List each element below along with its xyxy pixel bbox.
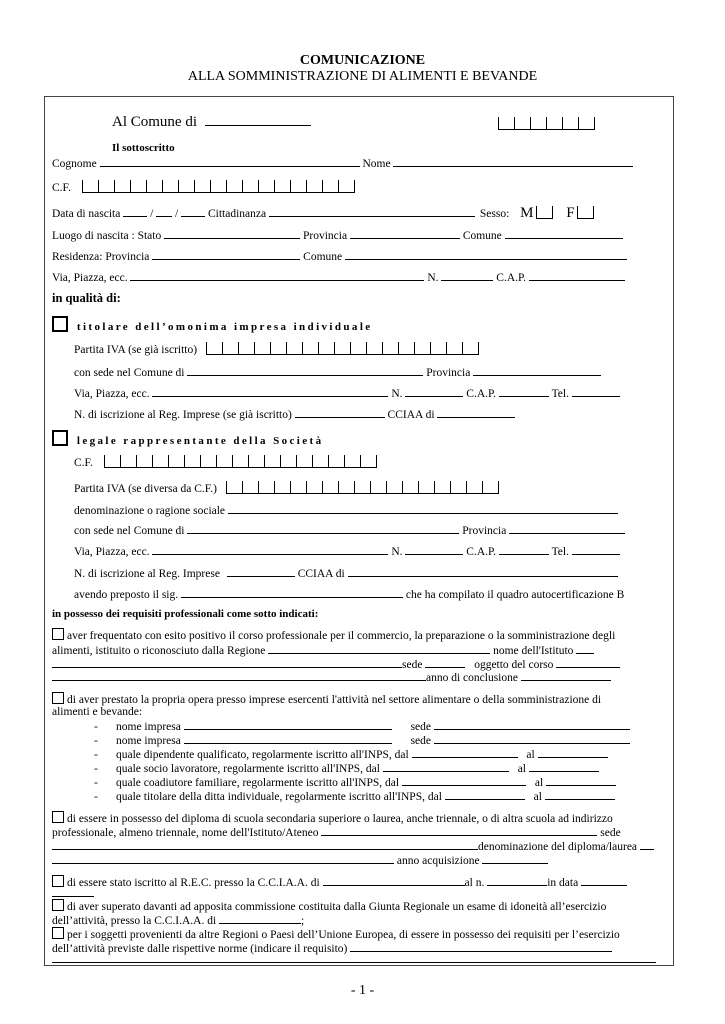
pratica-item-field[interactable] xyxy=(184,719,392,730)
legale-preposto-label: avendo preposto il sig. xyxy=(74,589,179,601)
titolare-tel-field[interactable] xyxy=(572,386,620,397)
legale-reg-label: N. di iscrizione al Reg. Imprese xyxy=(74,568,220,580)
legale-cf-row xyxy=(74,455,377,469)
esame-line2: dell’attività, presso la C.C.I.A.A. di ; xyxy=(52,915,305,927)
qualita-heading: in qualità di: xyxy=(52,291,121,305)
nome-field[interactable] xyxy=(393,156,633,167)
pratica-item-label: nome impresa xyxy=(116,721,181,733)
titolare-n-label: N. xyxy=(391,388,403,400)
esame-cciaa-field[interactable] xyxy=(219,913,301,924)
legale-preposto-tail: che ha compilato il quadro autocertificazione B xyxy=(405,589,625,601)
cittadinanza-label: Cittadinanza xyxy=(208,208,267,220)
rec-underline xyxy=(52,886,94,900)
pratica-item-tail-field[interactable] xyxy=(434,733,630,744)
pratica-item-tail-field[interactable] xyxy=(434,719,630,730)
rec-label: di essere stato iscritto al R.E.C. presso la C.C.I.A.A. di xyxy=(67,877,320,889)
provincia-field[interactable] xyxy=(350,228,460,239)
nome-label: Nome xyxy=(362,158,391,170)
ue-text2: dell’attività previste dalle rispettive norme (indicare il requisito) xyxy=(52,943,348,955)
pratica-item-field[interactable] xyxy=(402,775,526,786)
pratica-item-field[interactable] xyxy=(412,747,518,758)
pratica-item-5: - quale coadiutore familiare, regolarmente iscritto all'INPS, dal al xyxy=(94,775,616,789)
legale-denominazione-row xyxy=(74,503,618,517)
legale-provincia-field[interactable] xyxy=(509,523,625,534)
titolare-piva-row xyxy=(74,342,479,356)
legale-denominazione-label: denominazione o ragione sociale xyxy=(74,505,226,517)
titolare-via-row xyxy=(74,386,620,400)
diploma-anno-label: anno acquisizione xyxy=(396,855,480,867)
legale-n-label: N. xyxy=(391,546,403,558)
legale-via-label: Via, Piazza, ecc. xyxy=(74,546,150,558)
luogo-label: Luogo di nascita : Stato xyxy=(52,230,162,242)
legale-piva-label: Partita IVA (se diversa da C.F.) xyxy=(74,483,217,495)
comune-field[interactable] xyxy=(205,115,311,126)
corso-line3 xyxy=(52,657,620,671)
ue-checkbox[interactable] xyxy=(52,927,64,939)
titolare-reg-field[interactable] xyxy=(295,407,385,418)
pratica-item-label: quale titolare della ditta individuale, regolarmente iscritto all'INPS, dal xyxy=(116,791,442,803)
corso-istituto-label: nome dell'Istituto xyxy=(493,645,574,657)
legale-reg-field[interactable] xyxy=(227,566,295,577)
titolare-cap-label: C.A.P. xyxy=(466,388,497,400)
sottoscritto-heading: Il sottoscritto xyxy=(112,142,175,154)
legale-sede-label: con sede nel Comune di xyxy=(74,525,185,537)
titolare-sede-row xyxy=(74,365,601,379)
diploma-text1: di essere in possesso del diploma di scuola secondaria superiore o laurea, anche triennale, o di altra scuola ad indirizzo xyxy=(67,813,613,825)
titolare-checkbox[interactable] xyxy=(52,316,68,332)
pratica-item-label: nome impresa xyxy=(116,735,181,747)
corso-anno-label: anno di conclusione xyxy=(426,672,518,684)
legale-checkbox[interactable] xyxy=(52,430,68,446)
diploma-istituto-field[interactable] xyxy=(321,825,597,836)
corso-regione-field[interactable] xyxy=(268,643,490,654)
titolare-n-field[interactable] xyxy=(405,386,463,397)
diploma-sede-label: sede xyxy=(600,827,621,839)
sesso-m-label: M xyxy=(520,205,534,221)
diploma-anno-field[interactable] xyxy=(482,853,548,864)
corso-checkbox[interactable] xyxy=(52,628,64,640)
diploma-line4 xyxy=(52,853,548,867)
esame-text1: di aver superato davanti ad apposita commissione costituita dalla Giunta Regionale un esame di idoneità all’esercizio xyxy=(67,901,607,913)
pratica-item-tail-field[interactable] xyxy=(546,775,616,786)
pratica-item-field[interactable] xyxy=(184,733,392,744)
luogo-nascita-row xyxy=(52,228,623,242)
form-title: COMUNICAZIONE xyxy=(299,53,426,68)
diploma-denominazione-label: denominazione del diploma/laurea xyxy=(478,841,638,853)
corso-text2: alimenti, istituito o riconosciuto dalla Regione xyxy=(52,645,266,657)
via-row xyxy=(52,270,625,284)
titolare-reg-label: N. di iscrizione al Reg. Imprese (se già iscritto) xyxy=(74,409,292,421)
legale-via-field[interactable] xyxy=(152,544,388,555)
cap-label: C.A.P. xyxy=(496,272,527,284)
ue-requisito-field[interactable] xyxy=(350,941,612,952)
pratica-item-tail: al xyxy=(534,777,544,789)
cap-field[interactable] xyxy=(529,270,625,281)
stato-field[interactable] xyxy=(164,228,300,239)
pratica-line2: alimenti e bevande: xyxy=(52,706,143,718)
pratica-item-field[interactable] xyxy=(445,789,525,800)
pratica-item-1: - nome impresa sede xyxy=(94,719,630,733)
residenza-label: Residenza: Provincia xyxy=(52,251,150,263)
legale-preposto-field[interactable] xyxy=(181,587,403,598)
titolare-sede-label: con sede nel Comune di xyxy=(74,367,185,379)
data-nascita-label: Data di nascita xyxy=(52,208,121,220)
legale-tel-label: Tel. xyxy=(551,546,569,558)
via-field[interactable] xyxy=(130,270,424,281)
legale-denominazione-field[interactable] xyxy=(228,503,618,514)
titolare-cciaa-field[interactable] xyxy=(437,407,515,418)
titolare-piva-boxes[interactable] xyxy=(206,342,479,355)
pratica-item-tail: sede xyxy=(410,721,432,733)
residenza-comune-label: Comune xyxy=(303,251,343,263)
legale-preposto-row xyxy=(74,587,624,601)
titolare-cciaa-label: CCIAA di xyxy=(387,409,435,421)
sesso-m-box[interactable] xyxy=(536,206,553,219)
comune-nascita-field[interactable] xyxy=(505,228,623,239)
cf-row xyxy=(52,180,355,194)
pratica-item-4: - quale socio lavoratore, regolarmente iscritto all'INPS, dal al xyxy=(94,761,599,775)
legale-cf-boxes[interactable] xyxy=(104,455,377,468)
legale-via-row xyxy=(74,544,620,558)
legale-piva-boxes[interactable] xyxy=(226,481,499,494)
sesso-f-box[interactable] xyxy=(577,206,594,219)
titolare-provincia-label: Provincia xyxy=(426,367,471,379)
esame-text2: dell’attività, presso la C.C.I.A.A. di xyxy=(52,915,217,927)
pratica-item-tail-field[interactable] xyxy=(538,747,608,758)
comune-label: Al Comune di xyxy=(112,114,197,130)
legale-piva-row xyxy=(74,481,499,495)
legale-cciaa-label: CCIAA di xyxy=(297,568,345,580)
pratica-line1 xyxy=(52,692,601,706)
corso-line1 xyxy=(52,628,615,642)
esame-line1 xyxy=(52,899,606,913)
pratica-item-tail: al xyxy=(526,749,535,761)
legale-n-field[interactable] xyxy=(405,544,463,555)
n-field[interactable] xyxy=(441,270,493,281)
comune-code-boxes[interactable] xyxy=(498,117,595,131)
diploma-line1 xyxy=(52,811,613,825)
ue-line3 xyxy=(52,952,656,966)
pratica-item-tail: al xyxy=(533,791,542,803)
pratica-item-tail-field[interactable] xyxy=(545,789,615,800)
corso-istituto-field2[interactable] xyxy=(52,657,402,668)
month-field[interactable] xyxy=(156,206,172,217)
day-field[interactable] xyxy=(123,206,147,217)
diploma-checkbox[interactable] xyxy=(52,811,64,823)
legale-cap-label: C.A.P. xyxy=(466,546,497,558)
rec-n-field[interactable] xyxy=(487,875,547,886)
n-label: N. xyxy=(427,272,439,284)
legale-cciaa-field[interactable] xyxy=(348,566,618,577)
pratica-item-3: - quale dipendente qualificato, regolarmente iscritto all'INPS, dal al xyxy=(94,747,608,761)
titolare-via-field[interactable] xyxy=(152,386,388,397)
corso-line4 xyxy=(52,670,611,684)
legale-tel-field[interactable] xyxy=(572,544,620,555)
pratica-item-field[interactable] xyxy=(383,761,509,772)
diploma-line2 xyxy=(52,825,621,839)
pratica-item-2: - nome impresa sede xyxy=(94,733,630,747)
corso-istituto-field[interactable] xyxy=(576,643,594,654)
ue-requisito-field2[interactable] xyxy=(52,952,656,963)
nascita-row: Data di nascita / / Cittadinanza Sesso: M F xyxy=(52,205,594,222)
rec-data-field[interactable] xyxy=(581,875,627,886)
titolare-tel-label: Tel. xyxy=(551,388,569,400)
rec-row xyxy=(52,875,627,889)
rec-n-label: al n. xyxy=(464,877,485,889)
requisiti-heading: in possesso dei requisiti professionali come sotto indicati: xyxy=(52,608,319,620)
rec-cciaa-field[interactable] xyxy=(323,875,465,886)
legale-cap-field[interactable] xyxy=(499,544,549,555)
titolare-sede-field[interactable] xyxy=(187,365,423,376)
diploma-denominazione-field[interactable] xyxy=(640,839,654,850)
pratica-checkbox[interactable] xyxy=(52,692,64,704)
legale-sede-field[interactable] xyxy=(187,523,459,534)
via-label: Via, Piazza, ecc. xyxy=(52,272,128,284)
rec-data-label: in data xyxy=(547,877,579,889)
corso-sede-field[interactable] xyxy=(425,657,465,668)
residenza-comune-field[interactable] xyxy=(345,249,627,260)
pratica-item-label: quale socio lavoratore, regolarmente iscritto all'INPS, dal xyxy=(116,763,380,775)
legale-reg-row xyxy=(74,566,618,580)
diploma-line3 xyxy=(52,839,654,853)
pratica-item-label: quale dipendente qualificato, regolarmente iscritto all'INPS, dal xyxy=(116,749,409,761)
corso-oggetto-field[interactable] xyxy=(556,657,620,668)
corso-oggetto-field2[interactable] xyxy=(52,670,426,681)
titolare-provincia-field[interactable] xyxy=(473,365,601,376)
pratica-item-6: - quale titolare della ditta individuale, regolarmente iscritto all'INPS, dal al xyxy=(94,789,615,803)
residenza-row xyxy=(52,249,627,263)
diploma-denominazione-field2[interactable] xyxy=(52,853,394,864)
year-field[interactable] xyxy=(181,206,205,217)
legale-provincia-label: Provincia xyxy=(462,525,507,537)
titolare-label: titolare dell’omonima impresa individuale xyxy=(76,321,373,333)
pratica-item-tail-field[interactable] xyxy=(529,761,599,772)
form-subtitle: ALLA SOMMINISTRAZIONE DI ALIMENTI E BEVANDE xyxy=(187,69,538,84)
ue-line1 xyxy=(52,927,620,941)
corso-text1: aver frequentato con esito positivo il corso professionale per il commercio, la preparazione o la somministrazione degli xyxy=(67,630,616,642)
provincia-label: Provincia xyxy=(302,230,348,242)
pratica-text1: di aver prestato la propria opera presso imprese esercenti l'attività nel settore alimentare o della somministrazione di xyxy=(67,694,602,706)
ue-text1: per i soggetti provenienti da altre Regioni o Paesi dell’Unione Europea, di essere in possesso dei requisiti per l’esercizio xyxy=(67,929,620,941)
cognome-row xyxy=(52,156,633,170)
cf-boxes[interactable] xyxy=(82,180,355,193)
cf-label: C.F. xyxy=(52,182,71,194)
titolare-cap-field[interactable] xyxy=(499,386,549,397)
comune-nascita-label: Comune xyxy=(462,230,502,242)
titolare-piva-label: Partita IVA (se già iscritto) xyxy=(74,344,198,356)
titolare-option xyxy=(52,316,373,333)
pratica-item-tail: sede xyxy=(410,735,432,747)
page-number: - 1 - xyxy=(350,983,375,998)
pratica-item-label: quale coadiutore familiare, regolarmente iscritto all'INPS, dal xyxy=(116,777,400,789)
diploma-sede-field[interactable] xyxy=(52,839,478,850)
residenza-provincia-field[interactable] xyxy=(152,249,300,260)
titolare-reg-row xyxy=(74,407,515,421)
diploma-text2: professionale, almeno triennale, nome dell'Istituto/Ateneo xyxy=(52,827,319,839)
rec-extra-field[interactable] xyxy=(52,886,94,897)
legale-label: legale rappresentante della Società xyxy=(76,435,324,447)
esame-checkbox[interactable] xyxy=(52,899,64,911)
corso-sede-label: sede xyxy=(402,659,423,671)
cognome-label: Cognome xyxy=(52,158,97,170)
legale-cf-label: C.F. xyxy=(74,457,93,469)
corso-line2 xyxy=(52,643,594,657)
cittadinanza-field[interactable] xyxy=(269,206,475,217)
pratica-item-tail: al xyxy=(517,763,526,775)
titolare-via-label: Via, Piazza, ecc. xyxy=(74,388,150,400)
sesso-label: Sesso: xyxy=(479,208,510,220)
sesso-f-label: F xyxy=(566,205,575,221)
corso-anno-field[interactable] xyxy=(521,670,611,681)
legale-option xyxy=(52,430,324,447)
legale-sede-row xyxy=(74,523,625,537)
comune-row xyxy=(112,114,311,131)
cognome-field[interactable] xyxy=(100,156,360,167)
corso-oggetto-label: oggetto del corso xyxy=(474,659,554,671)
